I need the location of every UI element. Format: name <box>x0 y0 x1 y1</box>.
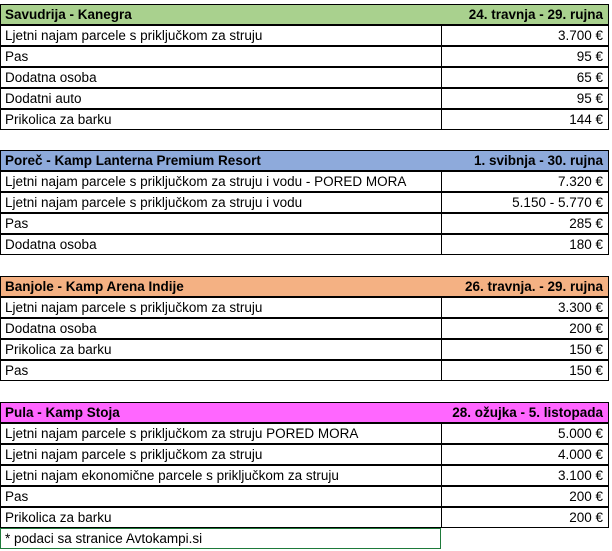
section-header <box>0 150 612 171</box>
section-title[interactable]: Banjole - Kamp Arena Indije <box>0 276 441 297</box>
table-row <box>0 444 612 465</box>
item-price[interactable]: 4.000 € <box>441 444 609 465</box>
table-row <box>0 109 612 130</box>
item-price[interactable]: 285 € <box>441 213 609 234</box>
table-row <box>0 192 612 213</box>
item-label[interactable]: Prikolica za barku <box>0 339 441 360</box>
item-price[interactable]: 65 € <box>441 67 609 88</box>
item-label[interactable]: Ljetni najam parcele s priključkom za struju <box>0 444 441 465</box>
item-label[interactable]: Ljetni najam parcele s priključkom za struju PORED MORA <box>0 423 441 444</box>
item-label[interactable]: Dodatna osoba <box>0 318 441 339</box>
table-row <box>0 360 612 381</box>
item-label[interactable]: Ljetni najam parcele s priključkom za struju <box>0 297 441 318</box>
item-label[interactable]: Dodatni auto <box>0 88 441 109</box>
item-price[interactable]: 7.320 € <box>441 171 609 192</box>
section-header <box>0 4 612 25</box>
item-label[interactable]: Pas <box>0 213 441 234</box>
section-header <box>0 402 612 423</box>
section-period[interactable]: 28. ožujka - 5. listopada <box>441 402 609 423</box>
section-title[interactable]: Savudrija - Kanegra <box>0 4 441 25</box>
table-row <box>0 486 612 507</box>
item-price[interactable]: 5.000 € <box>441 423 609 444</box>
table-row <box>0 507 612 528</box>
footnote-row <box>0 528 612 549</box>
item-label[interactable]: Pas <box>0 46 441 67</box>
footnote[interactable]: * podaci sa stranice Avtokampi.si <box>0 528 441 549</box>
table-row <box>0 171 612 192</box>
item-price[interactable]: 95 € <box>441 46 609 67</box>
item-label[interactable]: Dodatna osoba <box>0 234 441 255</box>
table-row <box>0 465 612 486</box>
table-row <box>0 423 612 444</box>
item-price[interactable]: 3.100 € <box>441 465 609 486</box>
item-price[interactable]: 200 € <box>441 486 609 507</box>
item-price[interactable]: 150 € <box>441 339 609 360</box>
item-label[interactable]: Ljetni najam ekonomične parcele s priključkom za struju <box>0 465 441 486</box>
table-row <box>0 339 612 360</box>
section-title[interactable]: Poreč - Kamp Lanterna Premium Resort <box>0 150 441 171</box>
section-period[interactable]: 26. travnja. - 29. rujna <box>441 276 609 297</box>
table-row <box>0 25 612 46</box>
section-period[interactable]: 24. travnja - 29. rujna <box>441 4 609 25</box>
item-label[interactable]: Dodatna osoba <box>0 67 441 88</box>
item-price[interactable]: 3.300 € <box>441 297 609 318</box>
item-price[interactable]: 95 € <box>441 88 609 109</box>
section-period[interactable]: 1. svibnja - 30. rujna <box>441 150 609 171</box>
item-price[interactable]: 180 € <box>441 234 609 255</box>
table-row <box>0 318 612 339</box>
table-row <box>0 213 612 234</box>
item-price[interactable]: 150 € <box>441 360 609 381</box>
item-price[interactable]: 200 € <box>441 507 609 528</box>
table-row <box>0 297 612 318</box>
item-label[interactable]: Ljetni najam parcele s priključkom za struju i vodu <box>0 192 441 213</box>
item-label[interactable]: Ljetni najam parcele s priključkom za struju i vodu - PORED MORA <box>0 171 441 192</box>
table-row <box>0 46 612 67</box>
section-title[interactable]: Pula - Kamp Stoja <box>0 402 441 423</box>
table-row <box>0 88 612 109</box>
table-row <box>0 67 612 88</box>
section-header <box>0 276 612 297</box>
item-label[interactable]: Pas <box>0 360 441 381</box>
item-label[interactable]: Pas <box>0 486 441 507</box>
table-row <box>0 234 612 255</box>
item-label[interactable]: Ljetni najam parcele s priključkom za struju <box>0 25 441 46</box>
item-price[interactable]: 5.150 - 5.770 € <box>441 192 609 213</box>
item-price[interactable]: 3.700 € <box>441 25 609 46</box>
item-label[interactable]: Prikolica za barku <box>0 507 441 528</box>
item-label[interactable]: Prikolica za barku <box>0 109 441 130</box>
item-price[interactable]: 200 € <box>441 318 609 339</box>
item-price[interactable]: 144 € <box>441 109 609 130</box>
